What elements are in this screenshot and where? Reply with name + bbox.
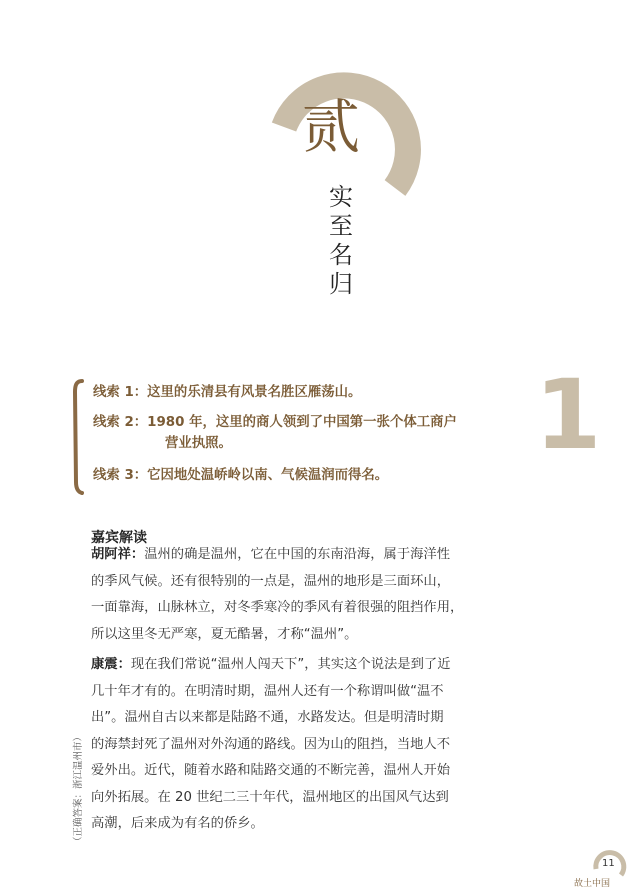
paragraph-line: 出”。温州自古以来都是陆路不通，水路发达。但是明清时期 [91, 710, 444, 725]
paragraph-line: 温州的确是温州，它在中国的东南沿海，属于海洋性 [144, 547, 451, 562]
paragraph-line: 高潮，后来成为有名的侨乡。 [91, 816, 264, 831]
paragraph-line: 几十年才有的。在明清时期，温州人还有一个称谓叫做“温不 [91, 683, 444, 699]
speaker-name: 胡阿祥： [91, 547, 145, 562]
chapter-title: 实至名归 [329, 183, 353, 298]
paragraph-line: 的海禁封死了温州对外沟通的路线。因为山的阻挡，当地人不 [91, 736, 451, 752]
chapter-number: 贰 [302, 93, 361, 161]
paragraph-line: 向外拓展。在 20 世纪二三十年代，温州地区的出国风气达到 [91, 789, 449, 805]
clue-3: 线索 3：它因地处温峤岭以南、气候温润而得名。 [93, 468, 389, 483]
guest-2-paragraph [91, 652, 501, 838]
speaker-name: 康震： [91, 657, 131, 672]
paragraph-line: 爱外出。近代，随着水路和陆路交通的不断完善，温州人开始 [91, 763, 451, 778]
svg-text:1: 1 [534, 359, 602, 471]
clue-2-continuation: 营业执照。 [165, 436, 232, 451]
bracket-icon [70, 378, 84, 496]
guest-1-paragraph [91, 542, 501, 648]
section-heading: 嘉宾解读 [91, 530, 147, 546]
paragraph-line: 的季风气候。还有很特别的一点是，温州的地形是三面环山， [91, 573, 451, 589]
footer-title: 故土中国 [574, 879, 611, 889]
clue-number-digit [534, 359, 602, 471]
paragraph-line: 一面靠海，山脉林立，对冬季寒冷的季风有着很强的阻挡作用， [91, 600, 464, 615]
answer-note: （正确答案：浙江温州市） [73, 731, 84, 847]
paragraph-line: 所以这里冬无严寒，夏无酷暑，才称“温州”。 [91, 626, 358, 642]
paragraph-line: 现在我们常说“温州人闯天下”，其实这个说法是到了近 [130, 657, 451, 672]
clue-1: 线索 1：这里的乐清县有风景名胜区雁荡山。 [93, 385, 362, 400]
clue-2: 线索 2：1980 年，这里的商人领到了中国第一张个体工商户 [93, 415, 457, 430]
page-number: 11 [602, 858, 615, 869]
